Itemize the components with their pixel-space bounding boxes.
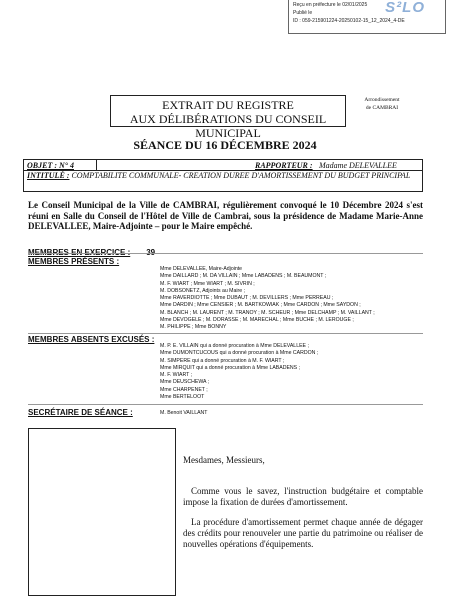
separator xyxy=(28,253,423,254)
published-label: Publié le xyxy=(293,10,313,16)
session-date: SÉANCE DU 16 DÉCEMBRE 2024 xyxy=(133,138,317,152)
slo-logo: S²LO xyxy=(385,0,425,16)
list-item: Mme MIRQUIT qui a donné procuration à Mme LABADENS ; xyxy=(160,364,301,371)
arrondissement: Arrondissement de CAMBRAI xyxy=(364,97,400,111)
prefecture-stamp xyxy=(288,0,446,34)
intitule-value: COMPTABILITE COMMUNALE- CREATION DUREE D'AMORTISSEMENT DU BUDGET PRINCIPAL xyxy=(71,171,411,180)
list-item: M. F. WIART ; xyxy=(160,372,193,379)
list-item: Mme DAILLARD ; M. DA VILLAIN ; Mme LABADENS ; M. BEAUMONT ; xyxy=(160,273,327,280)
paragraph-2: La procédure d'amortissement permet chaque année de dégager des crédits pour renouveler une partie du patrimoine ou réaliser de nouvelles opérations d'équipements. xyxy=(183,517,423,549)
secretary-value: M. Benoit VAILLANT xyxy=(160,410,208,416)
list-item: Mme DUMONTCUCOUS qui a donné procuration à Mme CARDON ; xyxy=(160,350,319,357)
list-item: Mme DELEVALLEE, Maire-Adjointe xyxy=(160,266,243,272)
members-present-list xyxy=(160,266,425,332)
intitule-label: INTITULÉ : xyxy=(27,171,70,180)
letter-body xyxy=(183,455,423,559)
separator xyxy=(28,333,423,334)
document-title xyxy=(110,95,346,140)
list-item: M. DOBSONETZ, Adjoints au Maire ; xyxy=(160,287,246,294)
list-item: M. F. WIART ; Mme WIART ; M. SIVRIN ; xyxy=(160,280,255,287)
act-id: ID : 059-215901224-20250102-15_12_2024_4-DE xyxy=(293,18,405,24)
members-absent-list xyxy=(160,343,425,401)
title-line-2: AUX DÉLIBÉRATIONS DU CONSEIL MUNICIPAL xyxy=(129,112,327,140)
prefecture-received: Reçu en préfecture le 02/01/2025 xyxy=(293,2,368,8)
title-line-1: EXTRAIT DU REGISTRE xyxy=(162,98,294,112)
list-item: Mme RAVERDIOTTE ; Mme DUBAUT ; M. DEVILLERS ; Mme PERREAU ; xyxy=(160,295,334,302)
secretary-label: SECRÉTAIRE DE SÉANCE : xyxy=(28,408,133,417)
list-item: Mme DARDIN ; Mme CENSIER ; M. BARTKOWIAK ; Mme CARDON ; Mme SAYDON ; xyxy=(160,302,361,309)
object-label: OBJET : N° 4 xyxy=(27,161,74,170)
separator xyxy=(28,404,423,405)
paragraph-1: Comme vous le savez, l'instruction budgétaire et comptable impose la fixation de durées d'amortissement. xyxy=(183,486,423,507)
list-item: M. BLANCH ; M. LAURENT ; M. TRANOY ; M. SCHEUR ; Mme DELCHAMP ; M. VAILLANT ; xyxy=(160,309,375,316)
rapporteur-value: Madame DELEVALLEE xyxy=(319,161,397,170)
salutation: Mesdames, Messieurs, xyxy=(183,455,265,465)
members-absent-label: MEMBRES ABSENTS EXCUSÉS : xyxy=(28,335,155,344)
list-item: Mme DEUSCHEWA ; xyxy=(160,379,210,386)
list-item: M. PHILIPPE ; Mme BONNY xyxy=(160,324,227,331)
members-present-label: MEMBRES PRÉSENTS : xyxy=(28,257,120,266)
margin-box xyxy=(28,428,176,596)
list-item: M. P. E. VILLAIN qui a donné procuration à Mme DELEVALLEE ; xyxy=(160,343,309,349)
intro-paragraph: Le Conseil Municipal de la Ville de CAMBRAI, régulièrement convoqué le 10 Décembre 2024 s'est réuni en Salle du Conseil de l'Hôtel de Ville de Cambrai, sous la présidence de Madame Marie-Anne DELEVALLEE, Maire-Adjointe – pour le Maire empêché. xyxy=(28,200,423,231)
title-row xyxy=(23,170,423,192)
rapporteur-label: RAPPORTEUR : xyxy=(255,161,313,170)
list-item: Mme DEVOGELE ; M. DORASSE ; M. MARECHAL ; Mme BUCHE ; M. LEROUGE ; xyxy=(160,317,354,324)
list-item: Mme BERTELOOT xyxy=(160,394,205,401)
list-item: Mme CHARPENET ; xyxy=(160,386,208,393)
list-item: M. SIMPERE qui a donné procuration à M. F. WIART ; xyxy=(160,357,285,364)
